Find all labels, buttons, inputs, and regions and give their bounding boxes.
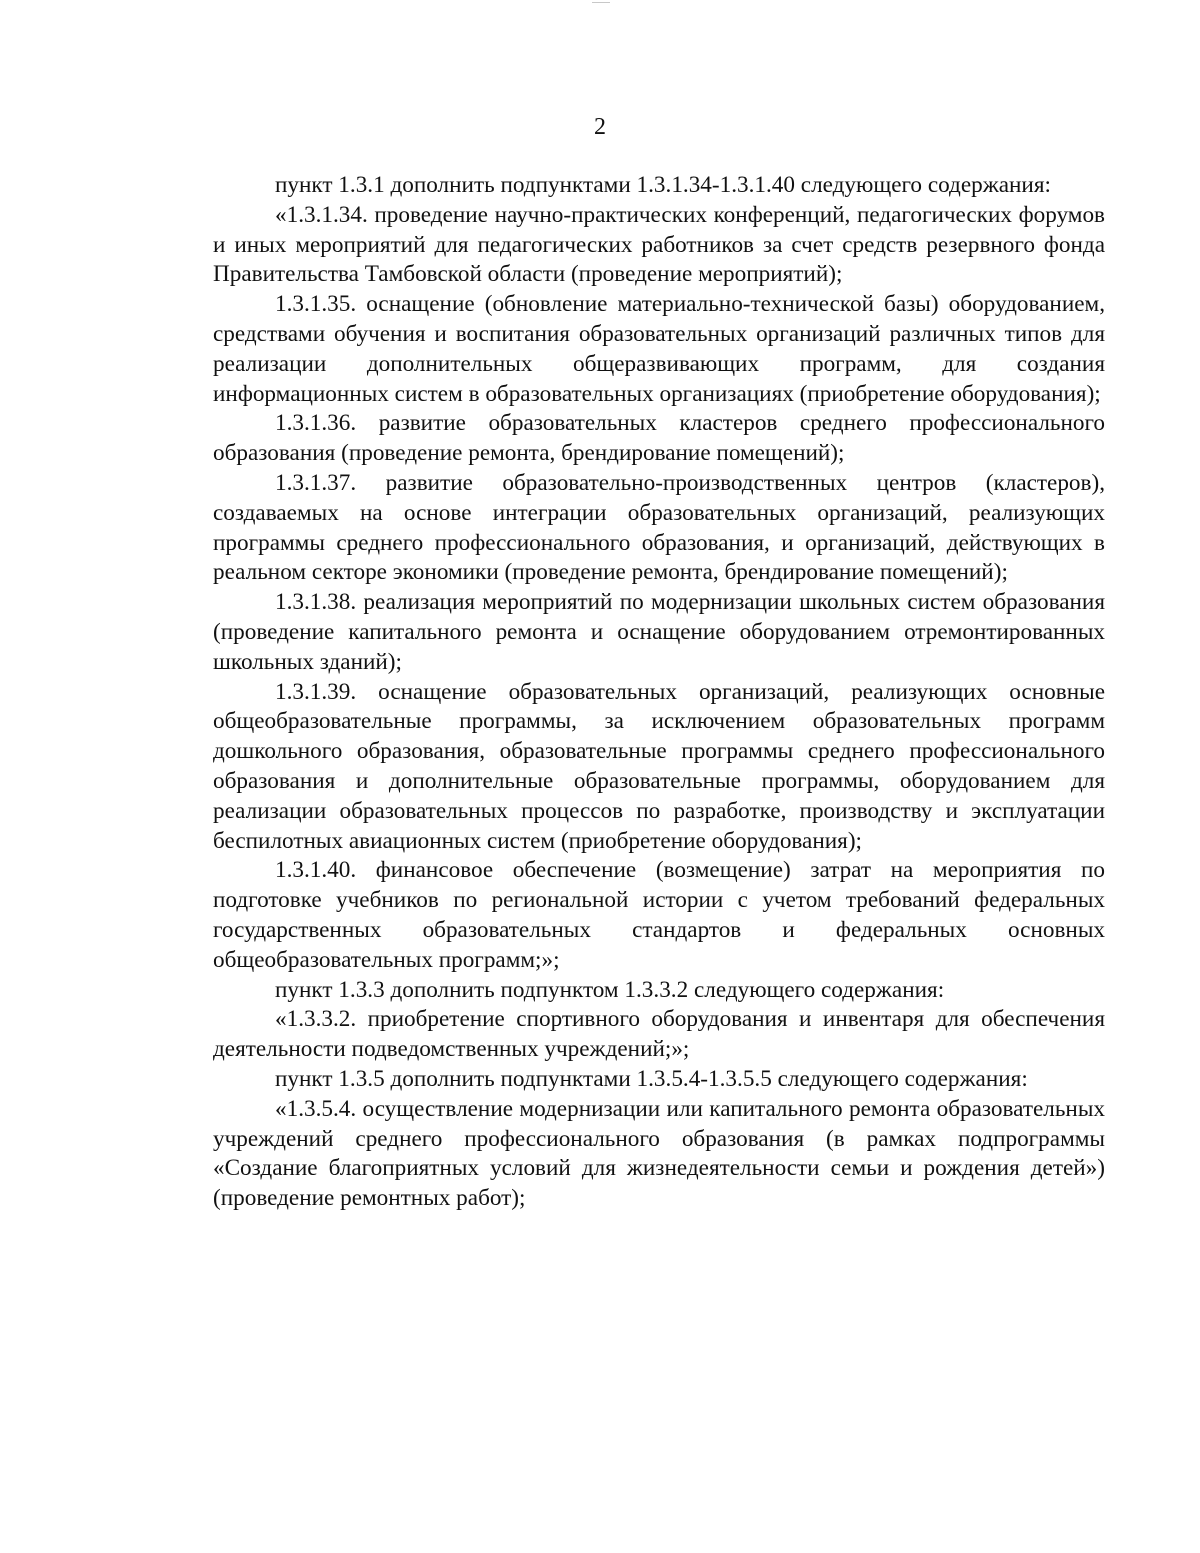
- paragraph-1-3-1-36: 1.3.1.36. развитие образовательных кластеров среднего профессионального образования (проведение ремонта, брендирование помещений);: [213, 410, 1105, 467]
- paragraph-1-3-1-39: 1.3.1.39. оснащение образовательных организаций, реализующих основные общеобразовательные программы, за исключением образовательных программ дошкольного образования, образовательные программы среднего профессионального образования и дополнительные образовательные программы, оборудованием для реализации образовательных процессов по разработке, производству и эксплуатации беспилотных авиационных систем (приобретение оборудования);: [213, 678, 1105, 854]
- paragraph-1-3-1-38: 1.3.1.38. реализация мероприятий по модернизации школьных систем образования (проведение капитального ремонта и оснащение оборудованием отремонтированных школьных зданий);: [213, 589, 1105, 675]
- paragraph-1-3-3-2: «1.3.3.2. приобретение спортивного оборудования и инвентаря для обеспечения деятельности подведомственных учреждений;»;: [213, 1006, 1105, 1063]
- paragraph-1-3-1-34: «1.3.1.34. проведение научно-практических конференций, педагогических форумов и иных мероприятий для педагогических работников за счет средств резервного фонда Правительства Тамбовской области (проведение мероприятий);: [213, 201, 1105, 288]
- scan-mark: [592, 2, 610, 3]
- paragraph-1-3-1-40: 1.3.1.40. финансовое обеспечение (возмещение) затрат на мероприятия по подготовке учебников по региональной истории с учетом требований федеральных государственных образовательных стандартов и федеральных основных общеобразовательных программ;»;: [213, 857, 1105, 973]
- paragraph-1-3-1-37: 1.3.1.37. развитие образовательно-производственных центров (кластеров), создаваемых на основе интеграции образовательных организаций, реализующих программы среднего профессионального образования, и организаций, действующих в реальном секторе экономики (проведение ремонта, брендирование помещений);: [213, 469, 1105, 586]
- paragraph-intro-1-3-5: пункт 1.3.5 дополнить подпунктами 1.3.5.4-1.3.5.5 следующего содержания:: [275, 1065, 1028, 1092]
- page-number: 2: [594, 114, 606, 140]
- document-body: [213, 171, 1105, 1214]
- paragraph-intro-1-3-3: пункт 1.3.3 дополнить подпунктом 1.3.3.2 следующего содержания:: [275, 976, 945, 1003]
- paragraph-1-3-5-4: «1.3.5.4. осуществление модернизации или капитального ремонта образовательных учреждений среднего профессионального образования (в рамках подпрограммы «Создание благоприятных условий для жизнедеятельности семьи и рождения детей») (проведение ремонтных работ);: [213, 1095, 1105, 1212]
- paragraph-1-3-1-35: 1.3.1.35. оснащение (обновление материально-технической базы) оборудованием, средствами обучения и воспитания образовательных организаций различных типов для реализации дополнительных общеразвивающих программ, для создания информационных систем в образовательных организациях (приобретение оборудования);: [213, 291, 1105, 407]
- paragraph-intro-1-3-1: пункт 1.3.1 дополнить подпунктами 1.3.1.34-1.3.1.40 следующего содержания:: [275, 172, 1051, 198]
